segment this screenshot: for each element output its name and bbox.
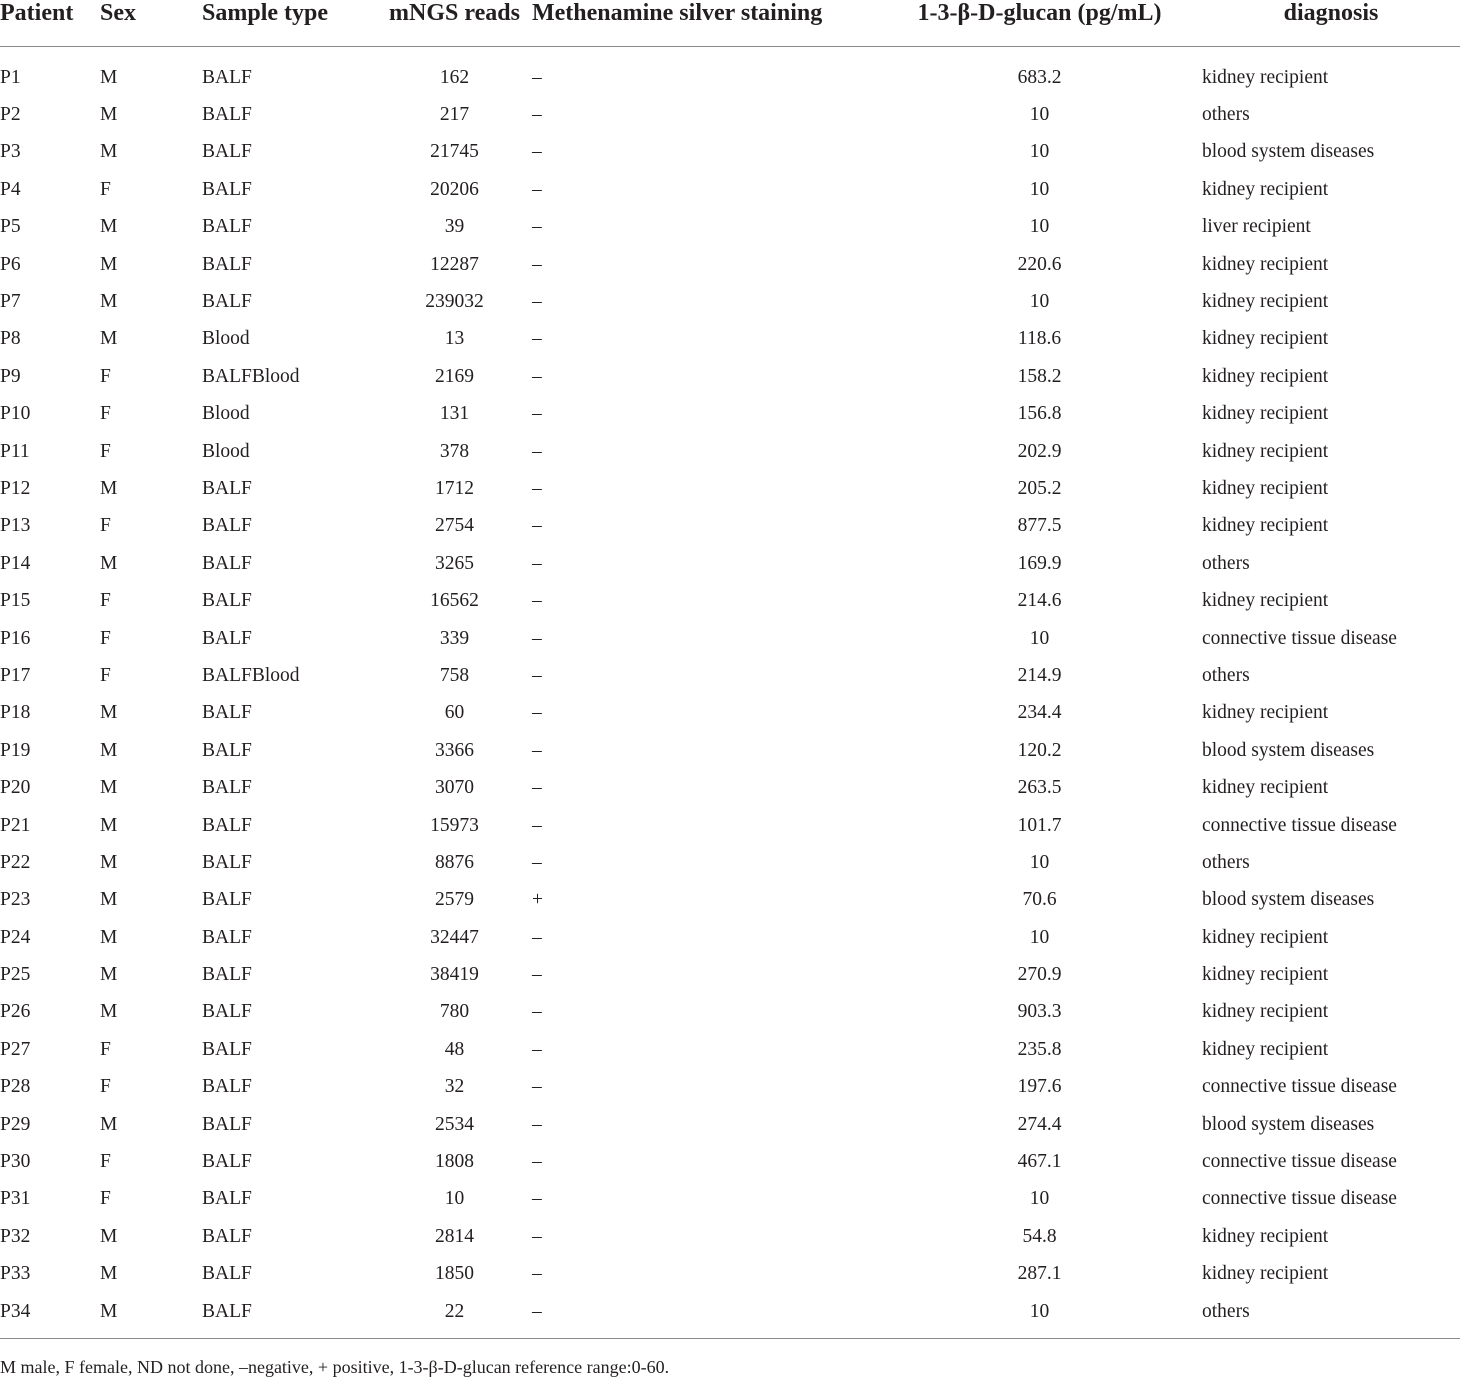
cell-mngs-reads: 15973	[430, 814, 479, 836]
cell-sex: M	[100, 328, 118, 350]
cell-sex: F	[100, 1188, 111, 1210]
cell-staining: –	[532, 664, 542, 686]
table-row	[0, 582, 1460, 619]
cell-glucan: 235.8	[1017, 1038, 1062, 1060]
table-row	[0, 283, 1460, 320]
cell-sample-type: BALF	[202, 1263, 252, 1285]
table-row	[0, 807, 1460, 844]
table-row	[0, 321, 1460, 358]
cell-diagnosis: kidney recipient	[1202, 253, 1329, 275]
cell-sex: F	[100, 440, 111, 462]
cell-sample-type: Blood	[202, 440, 250, 462]
table-row	[0, 508, 1460, 545]
cell-patient: P9	[0, 365, 21, 387]
cell-glucan: 70.6	[1022, 889, 1057, 911]
cell-patient: P5	[0, 216, 21, 238]
cell-sample-type: BALF	[202, 1293, 377, 1339]
header-sample-type: Sample type	[202, 0, 377, 47]
cell-staining: –	[532, 328, 542, 350]
table-row	[0, 545, 1460, 582]
cell-patient: P1	[0, 66, 21, 88]
cell-glucan: 10	[1029, 291, 1050, 313]
cell-staining: –	[532, 477, 542, 499]
cell-diagnosis: kidney recipient	[1202, 403, 1329, 425]
cell-staining: –	[532, 851, 542, 873]
cell-sample-type: BALF	[202, 178, 252, 200]
cell-patient: P18	[0, 702, 31, 724]
cell-mngs-reads: 1808	[435, 1151, 474, 1173]
cell-glucan: 220.6	[1017, 253, 1062, 275]
table-row	[0, 1218, 1460, 1255]
cell-glucan: 287.1	[1017, 1263, 1062, 1285]
cell-mngs-reads: 3265	[435, 552, 474, 574]
cell-glucan: 197.6	[1017, 1076, 1062, 1098]
table-row	[0, 134, 1460, 171]
cell-sample-type: Blood	[202, 328, 250, 350]
cell-patient: P20	[0, 777, 31, 799]
table-header	[0, 0, 1460, 47]
cell-patient: P6	[0, 253, 21, 275]
header-row	[0, 0, 1460, 47]
cell-sex: M	[100, 104, 118, 126]
cell-patient: P7	[0, 291, 21, 313]
cell-glucan: 169.9	[1017, 552, 1062, 574]
cell-patient: P34	[0, 1293, 100, 1339]
cell-sex: F	[100, 1076, 111, 1098]
cell-diagnosis: kidney recipient	[1202, 515, 1329, 537]
cell-patient: P8	[0, 328, 21, 350]
cell-diagnosis: kidney recipient	[1202, 178, 1329, 200]
cell-mngs-reads: 48	[444, 1038, 465, 1060]
cell-sample-type: BALF	[202, 141, 252, 163]
cell-sample-type: BALF	[202, 216, 252, 238]
cell-staining: –	[532, 702, 542, 724]
cell-sex: M	[100, 141, 118, 163]
cell-glucan: 205.2	[1017, 477, 1062, 499]
cell-sex: M	[100, 66, 118, 88]
cell-mngs-reads: 780	[439, 1001, 470, 1023]
cell-patient: P11	[0, 440, 30, 462]
cell-diagnosis: kidney recipient	[1202, 926, 1329, 948]
cell-diagnosis: kidney recipient	[1202, 440, 1329, 462]
cell-staining: –	[532, 1076, 542, 1098]
cell-sex: M	[100, 253, 118, 275]
cell-sample-type: BALF	[202, 515, 252, 537]
cell-mngs-reads: 3366	[435, 739, 474, 761]
cell-sex: M	[100, 926, 118, 948]
cell-sex: M	[100, 1113, 118, 1135]
cell-glucan: 214.6	[1017, 590, 1062, 612]
cell-staining: –	[532, 1038, 542, 1060]
cell-staining: –	[532, 552, 542, 574]
table-row	[0, 695, 1460, 732]
cell-staining: –	[532, 1225, 542, 1247]
cell-diagnosis: kidney recipient	[1202, 477, 1329, 499]
cell-glucan: 214.9	[1017, 664, 1062, 686]
cell-mngs-reads: 162	[439, 66, 470, 88]
table-row	[0, 1256, 1460, 1293]
cell-staining: –	[532, 1001, 542, 1023]
cell-staining: –	[532, 403, 542, 425]
cell-staining: –	[532, 1188, 542, 1210]
cell-patient: P17	[0, 664, 31, 686]
cell-glucan: 10	[1029, 104, 1050, 126]
table-row	[0, 1106, 1460, 1143]
cell-diagnosis: blood system diseases	[1202, 889, 1375, 911]
table-row	[0, 209, 1460, 246]
cell-diagnosis: kidney recipient	[1202, 777, 1329, 799]
header-patient: Patient	[0, 0, 100, 47]
cell-sex: M	[100, 889, 118, 911]
cell-sex: F	[100, 590, 111, 612]
cell-sample-type: BALFBlood	[202, 664, 300, 686]
cell-patient: P22	[0, 851, 31, 873]
cell-mngs-reads: 8876	[435, 851, 474, 873]
cell-diagnosis: kidney recipient	[1202, 1225, 1329, 1247]
cell-sample-type: BALF	[202, 1001, 252, 1023]
cell-patient: P2	[0, 104, 21, 126]
cell-patient: P16	[0, 627, 31, 649]
cell-glucan: 10	[1029, 926, 1050, 948]
cell-staining: –	[532, 216, 542, 238]
cell-sex: F	[100, 664, 111, 686]
cell-mngs-reads: 60	[444, 702, 465, 724]
cell-sample-type: BALF	[202, 777, 252, 799]
cell-glucan: 877.5	[1017, 515, 1062, 537]
cell-mngs-reads: 32447	[430, 926, 479, 948]
cell-mngs-reads: 38419	[430, 964, 479, 986]
cell-sex: M	[100, 964, 118, 986]
cell-sex: M	[100, 851, 118, 873]
cell-patient: P27	[0, 1038, 31, 1060]
cell-staining: –	[532, 627, 542, 649]
cell-sample-type: BALF	[202, 104, 252, 126]
cell-diagnosis: kidney recipient	[1202, 702, 1329, 724]
cell-sample-type: BALFBlood	[202, 365, 300, 387]
cell-patient: P15	[0, 590, 31, 612]
cell-mngs-reads: 39	[444, 216, 465, 238]
cell-diagnosis: blood system diseases	[1202, 141, 1375, 163]
cell-staining: –	[532, 1113, 542, 1135]
cell-staining: –	[532, 814, 542, 836]
cell-glucan: 10	[1029, 178, 1050, 200]
header-sex: Sex	[100, 0, 202, 47]
table-row	[0, 171, 1460, 208]
cell-sex: M	[100, 739, 118, 761]
cell-glucan: 683.2	[1017, 66, 1062, 88]
cell-glucan: 118.6	[1017, 328, 1062, 350]
cell-sex: M	[100, 1263, 118, 1285]
cell-sample-type: BALF	[202, 1038, 252, 1060]
cell-glucan: 156.8	[1017, 403, 1062, 425]
cell-sex: F	[100, 1038, 111, 1060]
cell-sample-type: BALF	[202, 1188, 252, 1210]
cell-staining: –	[532, 291, 542, 313]
cell-diagnosis: kidney recipient	[1202, 964, 1329, 986]
cell-staining: –	[532, 178, 542, 200]
cell-sex: M	[100, 216, 118, 238]
cell-sample-type: Blood	[202, 403, 250, 425]
cell-sample-type: BALF	[202, 66, 252, 88]
cell-diagnosis: blood system diseases	[1202, 739, 1375, 761]
cell-mngs-reads: 1712	[435, 477, 474, 499]
table-row	[0, 769, 1460, 806]
cell-diagnosis: kidney recipient	[1202, 291, 1329, 313]
cell-diagnosis: kidney recipient	[1202, 66, 1329, 88]
header-mngs-reads: mNGS reads	[377, 0, 532, 47]
cell-diagnosis: connective tissue disease	[1202, 814, 1397, 836]
cell-sample-type: BALF	[202, 814, 252, 836]
cell-patient: P30	[0, 1151, 31, 1173]
table-row	[0, 657, 1460, 694]
cell-mngs-reads: 2579	[435, 889, 474, 911]
cell-sex: M	[100, 1225, 118, 1247]
cell-diagnosis: blood system diseases	[1202, 1113, 1375, 1135]
cell-staining: –	[532, 1293, 877, 1339]
table-row	[0, 358, 1460, 395]
table-row	[0, 1031, 1460, 1068]
cell-mngs-reads: 378	[439, 440, 470, 462]
cell-staining: –	[532, 926, 542, 948]
cell-glucan: 202.9	[1017, 440, 1062, 462]
cell-glucan: 270.9	[1017, 964, 1062, 986]
cell-glucan: 54.8	[1022, 1225, 1057, 1247]
cell-mngs-reads: 12287	[430, 253, 479, 275]
cell-staining: –	[532, 141, 542, 163]
cell-staining: –	[532, 964, 542, 986]
cell-sample-type: BALF	[202, 1076, 252, 1098]
header-staining: Methenamine silver staining	[532, 0, 877, 47]
table-row	[0, 620, 1460, 657]
cell-sex: M	[100, 777, 118, 799]
cell-glucan: 274.4	[1017, 1113, 1062, 1135]
cell-diagnosis: others	[1202, 552, 1250, 574]
cell-sex: F	[100, 627, 111, 649]
cell-diagnosis: kidney recipient	[1202, 1038, 1329, 1060]
cell-mngs-reads: 217	[439, 104, 470, 126]
cell-mngs-reads: 22	[377, 1293, 532, 1339]
header-glucan: 1-3-β-D-glucan (pg/mL)	[877, 0, 1202, 47]
cell-sex: F	[100, 515, 111, 537]
cell-sample-type: BALF	[202, 1225, 252, 1247]
table-row	[0, 1069, 1460, 1106]
cell-diagnosis: connective tissue disease	[1202, 1151, 1397, 1173]
cell-mngs-reads: 131	[439, 403, 470, 425]
cell-sample-type: BALF	[202, 702, 252, 724]
cell-sex: F	[100, 365, 111, 387]
table-row	[0, 844, 1460, 881]
table-row	[0, 994, 1460, 1031]
cell-patient: P26	[0, 1001, 31, 1023]
cell-glucan: 263.5	[1017, 777, 1062, 799]
cell-sample-type: BALF	[202, 851, 252, 873]
cell-diagnosis: kidney recipient	[1202, 1263, 1329, 1285]
cell-patient: P10	[0, 403, 31, 425]
cell-diagnosis: others	[1202, 664, 1250, 686]
cell-sex: M	[100, 477, 118, 499]
cell-diagnosis: others	[1202, 1293, 1460, 1339]
cell-staining: –	[532, 515, 542, 537]
cell-patient: P21	[0, 814, 31, 836]
cell-staining: +	[532, 889, 543, 911]
cell-sex: F	[100, 403, 111, 425]
table-row	[0, 96, 1460, 133]
table-row	[0, 396, 1460, 433]
cell-diagnosis: others	[1202, 104, 1250, 126]
cell-mngs-reads: 10	[444, 1188, 465, 1210]
cell-mngs-reads: 1850	[435, 1263, 474, 1285]
cell-patient: P25	[0, 964, 31, 986]
header-diagnosis: diagnosis	[1202, 0, 1460, 47]
cell-glucan: 120.2	[1017, 739, 1062, 761]
cell-sample-type: BALF	[202, 889, 252, 911]
table-row	[0, 919, 1460, 956]
cell-mngs-reads: 20206	[430, 178, 479, 200]
table-row	[0, 732, 1460, 769]
cell-sample-type: BALF	[202, 1151, 252, 1173]
cell-glucan: 10	[877, 1293, 1202, 1339]
cell-glucan: 10	[1029, 851, 1050, 873]
cell-staining: –	[532, 777, 542, 799]
cell-glucan: 903.3	[1017, 1001, 1062, 1023]
cell-sample-type: BALF	[202, 291, 252, 313]
cell-staining: –	[532, 1263, 542, 1285]
cell-staining: –	[532, 1151, 542, 1173]
cell-sex: F	[100, 178, 111, 200]
cell-sex: M	[100, 702, 118, 724]
table-row	[0, 47, 1460, 97]
table-row	[0, 470, 1460, 507]
cell-patient: P33	[0, 1263, 31, 1285]
cell-staining: –	[532, 253, 542, 275]
cell-patient: P12	[0, 477, 31, 499]
cell-diagnosis: others	[1202, 851, 1250, 873]
cell-patient: P29	[0, 1113, 31, 1135]
table-row	[0, 433, 1460, 470]
table-row	[0, 1143, 1460, 1180]
cell-glucan: 467.1	[1017, 1151, 1062, 1173]
cell-patient: P4	[0, 178, 21, 200]
cell-glucan: 101.7	[1017, 814, 1062, 836]
cell-mngs-reads: 3070	[435, 777, 474, 799]
cell-diagnosis: kidney recipient	[1202, 365, 1329, 387]
cell-staining: –	[532, 104, 542, 126]
table-row	[0, 246, 1460, 283]
cell-mngs-reads: 239032	[425, 291, 484, 313]
cell-staining: –	[532, 66, 542, 88]
cell-sex: M	[100, 1293, 202, 1339]
cell-diagnosis: connective tissue disease	[1202, 627, 1397, 649]
cell-mngs-reads: 2814	[435, 1225, 474, 1247]
cell-diagnosis: connective tissue disease	[1202, 1076, 1397, 1098]
cell-diagnosis: connective tissue disease	[1202, 1188, 1397, 1210]
table-body	[0, 47, 1460, 1339]
cell-sample-type: BALF	[202, 627, 252, 649]
cell-glucan: 234.4	[1017, 702, 1062, 724]
cell-sex: M	[100, 291, 118, 313]
cell-patient: P31	[0, 1188, 31, 1210]
cell-sample-type: BALF	[202, 964, 252, 986]
cell-glucan: 158.2	[1017, 365, 1062, 387]
table-row	[0, 1293, 1460, 1339]
cell-glucan: 10	[1029, 627, 1050, 649]
cell-patient: P19	[0, 739, 31, 761]
table-row	[0, 956, 1460, 993]
cell-mngs-reads: 339	[439, 627, 470, 649]
cell-diagnosis: kidney recipient	[1202, 590, 1329, 612]
cell-sample-type: BALF	[202, 590, 252, 612]
cell-patient: P14	[0, 552, 31, 574]
cell-staining: –	[532, 739, 542, 761]
cell-patient: P23	[0, 889, 31, 911]
cell-sample-type: BALF	[202, 926, 252, 948]
cell-sex: M	[100, 552, 118, 574]
cell-diagnosis: kidney recipient	[1202, 1001, 1329, 1023]
cell-glucan: 10	[1029, 216, 1050, 238]
cell-sample-type: BALF	[202, 253, 252, 275]
cell-sex: M	[100, 814, 118, 836]
cell-patient: P13	[0, 515, 31, 537]
cell-sample-type: BALF	[202, 477, 252, 499]
cell-sample-type: BALF	[202, 552, 252, 574]
cell-mngs-reads: 2534	[435, 1113, 474, 1135]
cell-patient: P28	[0, 1076, 31, 1098]
cell-patient: P24	[0, 926, 31, 948]
cell-patient: P3	[0, 141, 21, 163]
cell-mngs-reads: 758	[439, 664, 470, 686]
cell-glucan: 10	[1029, 1188, 1050, 1210]
cell-mngs-reads: 2754	[435, 515, 474, 537]
cell-diagnosis: liver recipient	[1202, 216, 1311, 238]
cell-mngs-reads: 32	[444, 1076, 465, 1098]
cell-staining: –	[532, 365, 542, 387]
table-footnote: M male, F female, ND not done, –negative, + positive, 1-3-β-D-glucan reference range:0-60.	[0, 1357, 670, 1377]
cell-staining: –	[532, 590, 542, 612]
table-row	[0, 882, 1460, 919]
cell-patient: P32	[0, 1225, 31, 1247]
cell-sex: F	[100, 1151, 111, 1173]
cell-diagnosis: kidney recipient	[1202, 328, 1329, 350]
cell-mngs-reads: 21745	[430, 141, 479, 163]
table-row	[0, 1181, 1460, 1218]
cell-mngs-reads: 13	[444, 328, 465, 350]
cell-sample-type: BALF	[202, 1113, 252, 1135]
cell-mngs-reads: 16562	[430, 590, 479, 612]
cell-glucan: 10	[1029, 141, 1050, 163]
cell-sample-type: BALF	[202, 739, 252, 761]
cell-mngs-reads: 2169	[435, 365, 474, 387]
cell-sex: M	[100, 1001, 118, 1023]
cell-staining: –	[532, 440, 542, 462]
